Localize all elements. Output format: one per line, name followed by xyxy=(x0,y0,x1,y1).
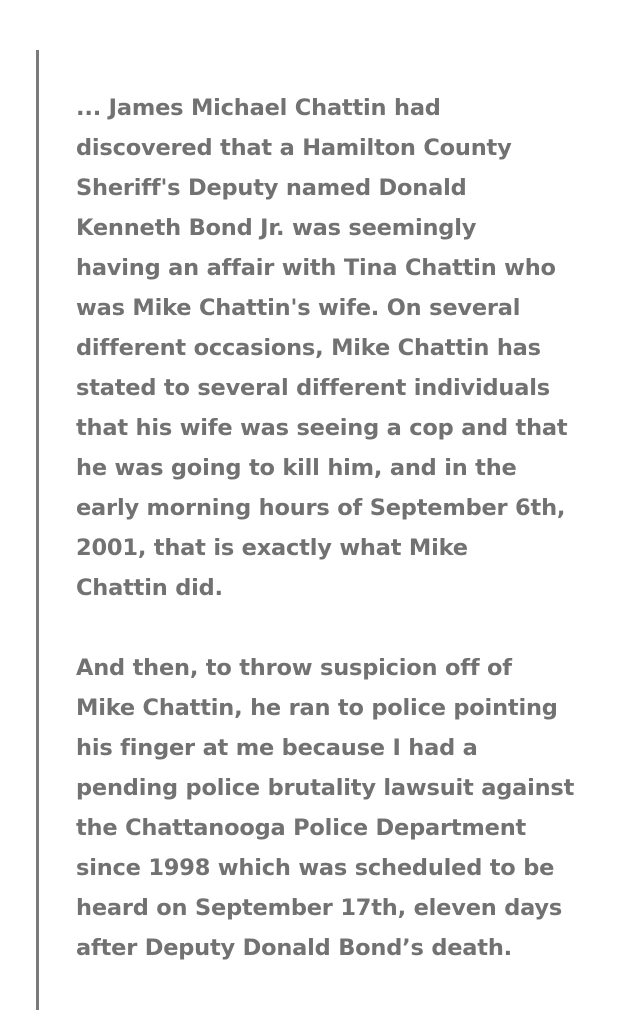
quote-line: Kenneth Bond Jr. was seemingly xyxy=(76,215,477,241)
quote-line: the Chattanooga Police Department xyxy=(76,815,527,841)
quote-line: different occasions, Mike Chattin has xyxy=(76,335,541,361)
blockquote xyxy=(36,50,596,1010)
quote-line: Chattin did. xyxy=(76,575,223,601)
quote-line: Mike Chattin, he ran to police pointing xyxy=(76,695,558,721)
quote-line: early morning hours of September 6th, xyxy=(76,495,566,521)
quote-line: stated to several different individuals xyxy=(76,375,550,401)
quote-line: his finger at me because I had a xyxy=(76,735,478,761)
quote-line: was Mike Chattin's wife. On several xyxy=(76,295,521,321)
quote-line: having an affair with Tina Chattin who xyxy=(76,255,556,281)
quote-line: ... James Michael Chattin had xyxy=(76,95,441,121)
quote-line: Sheriff's Deputy named Donald xyxy=(76,175,467,201)
quote-line: And then, to throw suspicion off of xyxy=(76,655,512,681)
quote-line: since 1998 which was scheduled to be xyxy=(76,855,555,881)
quote-line: pending police brutality lawsuit against xyxy=(76,775,575,801)
quote-line: 2001, that is exactly what Mike xyxy=(76,535,468,561)
quote-line: that his wife was seeing a cop and that xyxy=(76,415,568,441)
quote-paragraph-1 xyxy=(76,88,596,608)
quote-line: heard on September 17th, eleven days xyxy=(76,895,563,921)
quote-line: after Deputy Donald Bond’s death. xyxy=(76,935,512,961)
quote-paragraph-2 xyxy=(76,648,596,968)
quote-line: he was going to kill him, and in the xyxy=(76,455,517,481)
quote-line: discovered that a Hamilton County xyxy=(76,135,512,161)
